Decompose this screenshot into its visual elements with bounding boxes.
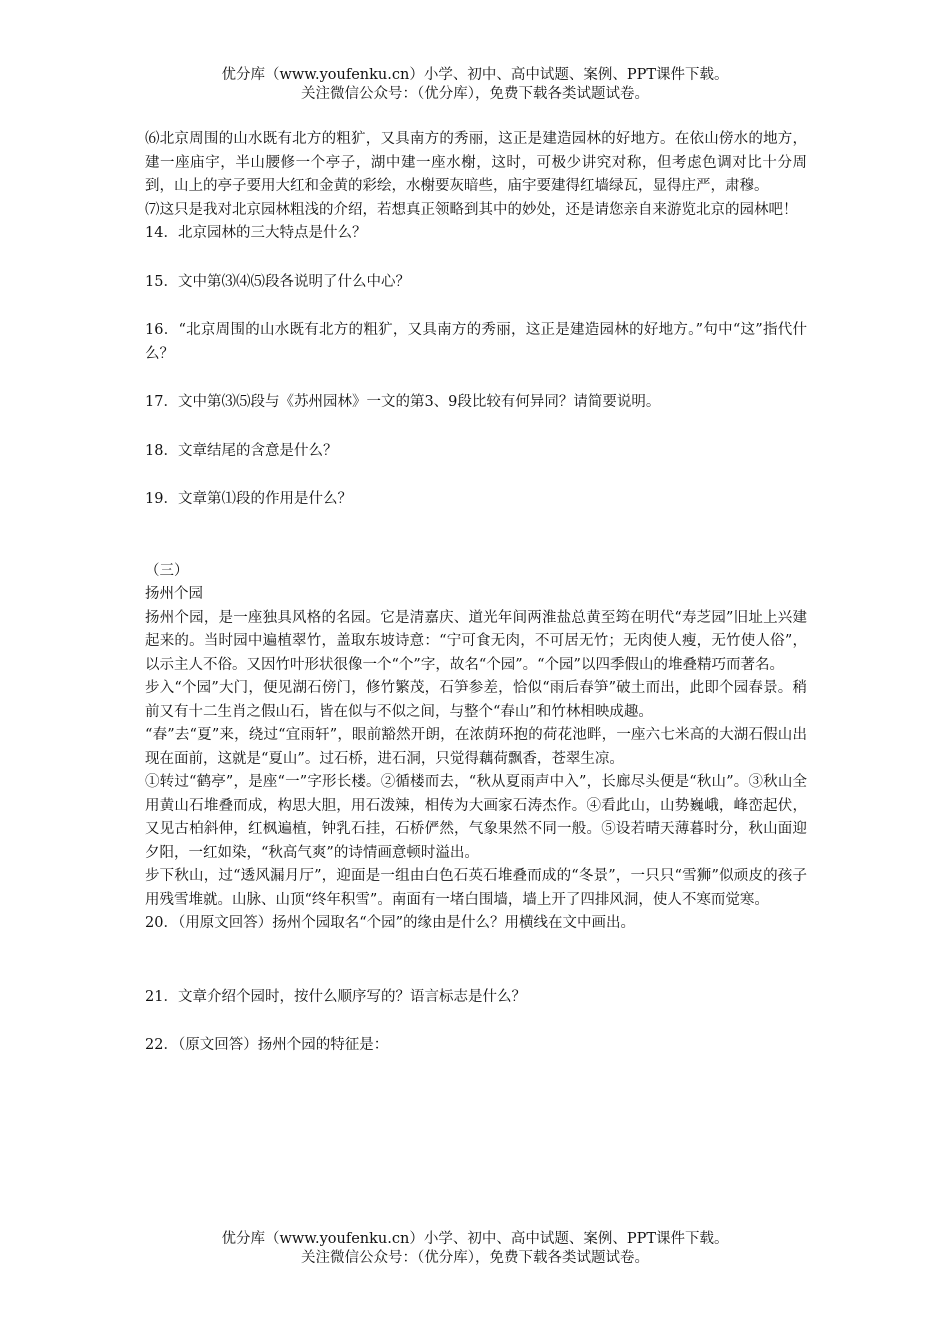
section-paragraph-4: ①转过“鹤亭”，是座“一”字形长楼。②循楼而去，“秋从夏雨声中入”，长廊尽头便是“秋山”。③秋山全用黄山石堆叠而成，构思大胆，用石泼辣，相传为大画家石涛杰作。④看此山，山势巍峨，峰峦起伏，又见古柏斜伸，红枫遍植，钟乳石挂，石桥俨然，气象果然不同一般。⑤设若晴天薄暮时分，秋山面迎夕阳，一红如染，“秋高气爽”的诗情画意顿时溢出。 xyxy=(145,774,807,861)
section-gap xyxy=(145,512,807,560)
section-paragraph-5: 步下秋山，过“透风漏月厅”，迎面是一组由白色石英石堆叠而成的“冬景”，一只只“雪狮”似顽皮的孩子用残雪堆就。山脉、山顶“终年积雪”。南面有一堵白围墙，墙上开了四排风洞，使人不寒而觉寒。 xyxy=(145,868,807,908)
passage-paragraph-7: ⑺这只是我对北京园林粗浅的介绍，若想真正领略到其中的妙处，还是请您亲自来游览北京的园林吧！ xyxy=(145,201,798,218)
question-15: 15．文中第⑶⑷⑸段各说明了什么中心？ xyxy=(145,273,410,290)
section-label: （三） xyxy=(145,562,189,579)
question-14: 14．北京园林的三大特点是什么？ xyxy=(145,225,367,241)
section-title: 扬州个园 xyxy=(145,586,203,602)
document-body xyxy=(145,128,807,1058)
question-20: 20．（用原文回答）扬州个园取名“个园”的缘由是什么？用横线在文中画出。 xyxy=(145,915,636,931)
page-footer xyxy=(0,1230,950,1268)
header-line-2: 关注微信公众号：（优分库），免费下载各类试题试卷。 xyxy=(301,86,649,102)
answer-space xyxy=(145,1009,807,1034)
question-16: 16．“北京周围的山水既有北方的粗犷，又具南方的秀丽，这正是建造园林的好地方。”句中“这”指代什么？ xyxy=(145,322,807,362)
answer-space xyxy=(145,463,807,488)
page-header xyxy=(0,66,950,104)
footer-line-1: 优分库（www.youfenku.cn）小学、初中、高中试题、案例、PPT课件下载。 xyxy=(221,1231,729,1247)
question-17: 17．文中第⑶⑸段与《苏州园林》一文的第3、9段比较有何异同？请简要说明。 xyxy=(145,394,661,410)
answer-space xyxy=(145,294,807,319)
question-18: 18．文章结尾的含意是什么？ xyxy=(145,442,338,459)
header-line-1: 优分库（www.youfenku.cn）小学、初中、高中试题、案例、PPT课件下载。 xyxy=(221,67,729,83)
answer-space xyxy=(145,246,807,271)
question-19: 19．文章第⑴段的作用是什么？ xyxy=(145,491,352,507)
section-paragraph-1: 扬州个园，是一座独具风格的名园。它是清嘉庆、道光年间两淮盐总黄至筠在明代“寿芝园”旧址上兴建起来的。当时园中遍植翠竹，盖取东坡诗意：“宁可食无肉，不可居无竹；无肉使人瘦，无竹使人俗”，以示主人不俗。又因竹叶形状很像一个“个”字，故名“个园”。“个园”以四季假山的堆叠精巧而著名。 xyxy=(145,609,807,673)
answer-space xyxy=(145,415,807,440)
section-paragraph-3: “春”去“夏”来，绕过“宜雨轩”，眼前豁然开朗，在浓荫环抱的荷花池畔，一座六七米高的大湖石假山出现在面前，这就是“夏山”。过石桥，进石洞，只觉得藕荷飘香，苍翠生凉。 xyxy=(145,727,807,767)
passage-paragraph-6: ⑹北京周围的山水既有北方的粗犷，又具南方的秀丽，这正是建造园林的好地方。在依山傍水的地方，建一座庙宇，半山腰修一个亭子，湖中建一座水榭，这时，可极少讲究对称，但考虑色调对比十分周到，山上的亭子要用大红和金黄的彩绘，水榭要灰暗些，庙宇要建得红墙绿瓦，显得庄严，肃穆。 xyxy=(145,131,807,194)
question-21: 21．文章介绍个园时，按什么顺序写的？语言标志是什么？ xyxy=(145,988,526,1005)
section-paragraph-2: 步入“个园”大门，便见湖石傍门，修竹繁茂，石笋参差，恰似“雨后春笋”破土而出，此即个园春景。稍前又有十二生肖之假山石，皆在似与不似之间，与整个“春山”和竹林相映成趣。 xyxy=(145,680,807,720)
answer-space xyxy=(145,366,807,391)
question-22: 22．（原文回答）扬州个园的特征是： xyxy=(145,1037,389,1053)
answer-space xyxy=(145,936,807,986)
footer-line-2: 关注微信公众号：（优分库），免费下载各类试题试卷。 xyxy=(301,1250,649,1266)
